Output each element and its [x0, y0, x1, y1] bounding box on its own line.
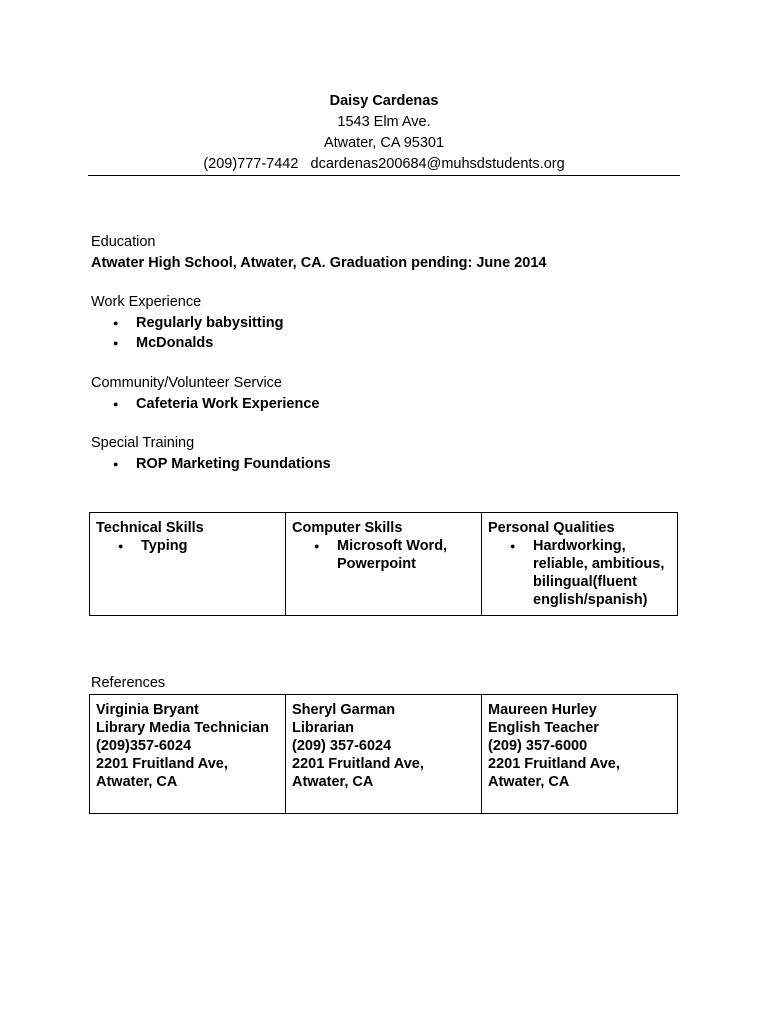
reference-city: Atwater, CA: [488, 774, 570, 790]
resume-header: [0, 91, 768, 175]
header-divider: [88, 175, 680, 176]
reference-phone: (209) 357-6024: [292, 738, 392, 754]
reference-title: English Teacher: [488, 720, 599, 736]
applicant-name: Daisy Cardenas: [329, 93, 439, 109]
reference-city: Atwater, CA: [96, 774, 178, 790]
education-heading: Education: [91, 234, 156, 250]
community-section: [91, 373, 319, 414]
skills-cell: [482, 513, 678, 616]
work-heading: Work Experience: [91, 294, 202, 310]
skill-item: ● Typing: [96, 537, 279, 555]
references-heading: References: [91, 675, 166, 691]
reference-name: Sheryl Garman: [292, 702, 396, 718]
reference-name: Maureen Hurley: [488, 702, 597, 718]
training-heading: Special Training: [91, 435, 195, 451]
reference-phone: (209) 357-6000: [488, 738, 588, 754]
skills-heading: Computer Skills: [292, 520, 403, 536]
list-item: ● Cafeteria Work Experience: [91, 394, 319, 415]
city-state-zip: Atwater, CA 95301: [323, 135, 445, 151]
work-section: [91, 292, 283, 354]
education-line: Atwater High School, Atwater, CA. Graduation pending: June 2014: [91, 254, 547, 271]
skills-heading: Personal Qualities: [488, 520, 615, 536]
street-address: 1543 Elm Ave.: [337, 114, 431, 130]
contact-line: (209)777-7442 dcardenas200684@muhsdstudents.org: [203, 156, 565, 172]
reference-name: Virginia Bryant: [96, 702, 199, 718]
community-heading: Community/Volunteer Service: [91, 375, 282, 391]
list-item: ● ROP Marketing Foundations: [91, 454, 331, 475]
reference-title: Library Media Technician: [96, 720, 269, 736]
list-item: ● McDonalds: [91, 333, 283, 354]
reference-title: Librarian: [292, 720, 355, 736]
reference-cell: [286, 695, 482, 814]
skill-item: ● Microsoft Word, Powerpoint: [292, 537, 475, 573]
reference-street: 2201 Fruitland Ave,: [96, 756, 228, 772]
reference-cell: [90, 695, 286, 814]
list-item: ● Regularly babysitting: [91, 313, 283, 334]
skills-table: [89, 512, 678, 616]
skills-heading: Technical Skills: [96, 520, 204, 536]
reference-phone: (209)357-6024: [96, 738, 192, 754]
reference-cell: [482, 695, 678, 814]
reference-city: Atwater, CA: [292, 774, 374, 790]
skill-item: ● Hardworking, reliable, ambitious, bilingual(fluent english/spanish): [488, 537, 671, 609]
reference-street: 2201 Fruitland Ave,: [292, 756, 424, 772]
skills-cell: [286, 513, 482, 616]
references-table: [89, 694, 678, 814]
skills-cell: [90, 513, 286, 616]
training-section: [91, 433, 331, 474]
reference-street: 2201 Fruitland Ave,: [488, 756, 620, 772]
education-section: [91, 232, 546, 273]
